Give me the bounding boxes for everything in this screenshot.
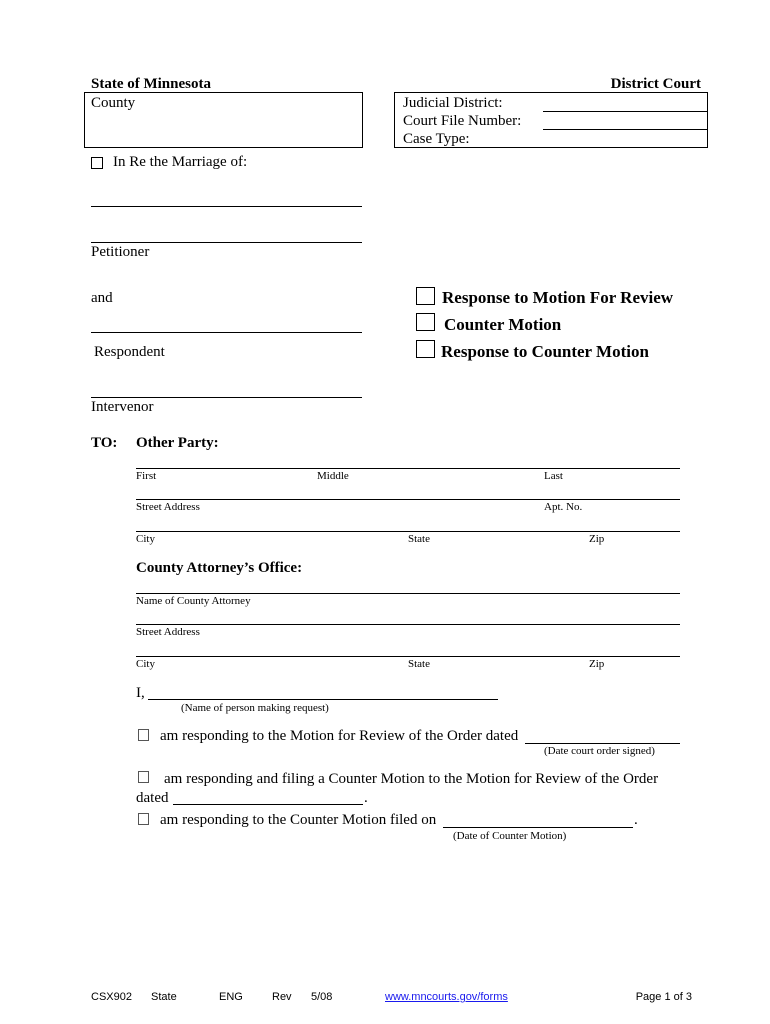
requester-name-caption: (Name of person making request): [181, 702, 329, 714]
response-to-motion-checkbox[interactable]: [416, 287, 435, 305]
i-prefix: I,: [136, 685, 145, 701]
respond-counter-motion-text: am responding to the Counter Motion filed on: [160, 812, 437, 828]
judicial-district-field[interactable]: [543, 111, 707, 112]
dated-period: .: [364, 790, 368, 806]
counter-motion-statement-checkbox[interactable]: [138, 771, 149, 783]
form-code: CSX902: [91, 991, 132, 1003]
case-info-box: [394, 92, 708, 148]
county-attorney-city-line[interactable]: [136, 656, 680, 657]
petitioner-name-line[interactable]: [91, 242, 362, 243]
intervenor-label: Intervenor: [91, 399, 154, 415]
counter-motion-date-caption: (Date of Counter Motion): [453, 830, 567, 842]
zip-caption: Zip: [589, 533, 605, 545]
ca-state-caption: State: [408, 658, 430, 670]
other-party-label: Other Party:: [136, 435, 219, 451]
court-file-number-field[interactable]: [543, 129, 707, 130]
rev-label: Rev: [272, 991, 292, 1003]
party-name-line-1[interactable]: [91, 206, 362, 207]
counter-motion-statement-text: am responding and filing a Counter Motion to the Motion for Review of the Order: [164, 771, 659, 787]
intervenor-name-line[interactable]: [91, 397, 362, 398]
state-label: State of Minnesota: [91, 76, 211, 92]
other-party-street-line[interactable]: [136, 499, 680, 500]
to-label: TO:: [91, 435, 118, 451]
respond-counter-motion-checkbox[interactable]: [138, 813, 149, 825]
form-language: ENG: [219, 991, 243, 1003]
petitioner-label: Petitioner: [91, 244, 150, 260]
state-caption: State: [408, 533, 430, 545]
requester-name-line[interactable]: [148, 699, 498, 700]
respond-motion-review-text: am responding to the Motion for Review of the Order dated: [160, 728, 519, 744]
last-name-caption: Last: [544, 470, 563, 482]
counter-motion-period: .: [634, 812, 638, 828]
court-file-number-label: Court File Number:: [403, 113, 522, 129]
counter-order-date-line[interactable]: [173, 804, 363, 805]
street-address-caption: Street Address: [136, 501, 200, 513]
form-scope: State: [151, 991, 177, 1003]
counter-motion-label: Counter Motion: [444, 315, 562, 334]
judicial-district-label: Judicial District:: [403, 95, 503, 111]
case-type-label: Case Type:: [403, 131, 470, 147]
order-date-line[interactable]: [525, 743, 680, 744]
other-party-city-line[interactable]: [136, 531, 680, 532]
in-re-label: In Re the Marriage of:: [113, 154, 248, 170]
respond-motion-review-checkbox[interactable]: [138, 729, 149, 741]
response-to-counter-checkbox[interactable]: [416, 340, 435, 358]
county-attorney-heading: County Attorney’s Office:: [136, 560, 303, 576]
counter-motion-date-line[interactable]: [443, 827, 633, 828]
other-party-name-line[interactable]: [136, 468, 680, 469]
ca-city-caption: City: [136, 658, 155, 670]
dated-label: dated: [136, 790, 169, 806]
county-attorney-name-caption: Name of County Attorney: [136, 595, 251, 607]
county-box[interactable]: [84, 92, 363, 148]
county-attorney-street-line[interactable]: [136, 624, 680, 625]
county-label: County: [91, 95, 136, 111]
counter-motion-checkbox[interactable]: [416, 313, 435, 331]
first-name-caption: First: [136, 470, 157, 482]
forms-url-link[interactable]: www.mncourts.gov/forms: [385, 991, 508, 1003]
order-date-caption: (Date court order signed): [544, 745, 655, 757]
court-label: District Court: [610, 76, 701, 92]
page-number: Page 1 of 3: [635, 991, 692, 1003]
and-label: and: [91, 290, 113, 306]
respondent-name-line[interactable]: [91, 332, 362, 333]
middle-name-caption: Middle: [317, 470, 349, 482]
city-caption: City: [136, 533, 155, 545]
ca-zip-caption: Zip: [589, 658, 605, 670]
in-re-checkbox[interactable]: [91, 157, 103, 169]
rev-date: 5/08: [311, 991, 333, 1003]
apt-no-caption: Apt. No.: [544, 501, 583, 513]
response-to-motion-label: Response to Motion For Review: [442, 288, 674, 307]
response-to-counter-label: Response to Counter Motion: [441, 342, 649, 361]
ca-street-address-caption: Street Address: [136, 626, 200, 638]
respondent-label: Respondent: [94, 344, 165, 360]
county-attorney-name-line[interactable]: [136, 593, 680, 594]
